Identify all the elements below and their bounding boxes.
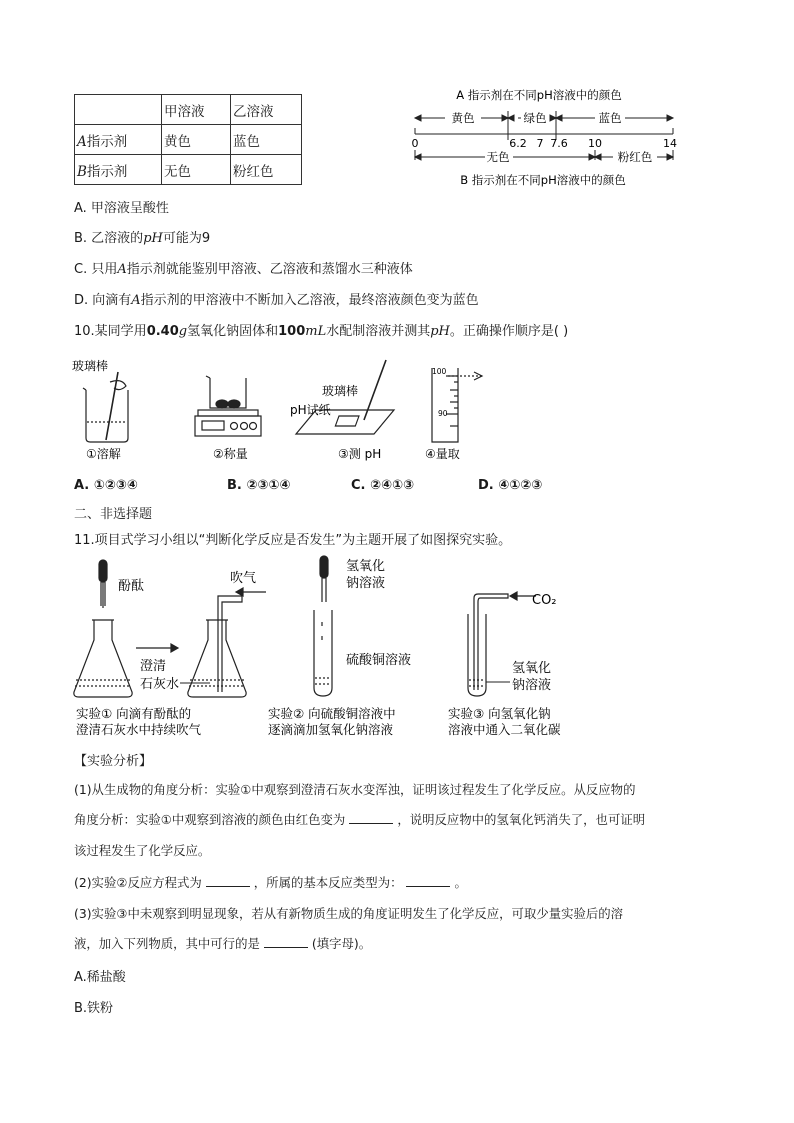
a-band-yellow: 黄色 (451, 111, 475, 125)
text: (填字母)。 (311, 936, 372, 951)
q11-p3-line2 (74, 934, 371, 952)
stem-unit: g (178, 324, 188, 339)
option-text: 指示剂就能鉴别甲溶液、乙溶液和蒸馏水三种液体 (126, 262, 413, 277)
answer-blank[interactable] (264, 936, 308, 948)
q11-p1-line3: 该过程发生了化学反应。 (74, 843, 211, 858)
q11-figure (70, 552, 610, 742)
naoh-label-3: 氢氧化 (512, 661, 552, 676)
ph-tick-label: 6.2 (509, 137, 527, 150)
q11-caption: 逐滴滴加氢氧化钠溶液 (268, 722, 394, 737)
q10-caption: ③测 pH (338, 447, 382, 461)
q9-option-d (74, 289, 479, 308)
q10-caption: ①溶解 (86, 447, 121, 461)
glass-rod-label-1: 玻璃棒 (72, 359, 109, 373)
stem-number: 100 (278, 324, 306, 339)
table-row-label (75, 155, 162, 185)
dropper-icon (99, 560, 107, 608)
q10-stem (74, 320, 568, 339)
q10-caption: ④量取 (425, 447, 460, 461)
ph-scale-title-top: A 指示剂在不同pH溶液中的颜色 (456, 88, 622, 102)
table-header-row (75, 95, 302, 125)
option-text: C. 只用 (74, 262, 118, 277)
q11-p3-line1: (3)实验③中未观察到明显现象，若从有新物质生成的角度证明发生了化学反应，可取少量实验后的溶 (74, 906, 624, 921)
ph-tick-label: 0 (411, 137, 419, 150)
option-text: 可能为9 (162, 231, 211, 246)
stem-text: 氢氧化钠固体和 (187, 324, 279, 339)
q11-stem: 11.项目式学习小组以“判断化学反应是否发生”为主题开展了如图探究实验。 (74, 533, 512, 548)
stem-text: 10.某同学用 (74, 324, 147, 339)
a-band-green: 绿色 (523, 111, 547, 125)
graduated-cylinder-icon (432, 368, 482, 442)
analysis-title: 【实验分析】 (74, 754, 153, 769)
b-band-pink: 粉红色 (617, 150, 653, 164)
q11-p2 (74, 873, 467, 891)
option-var: pH (143, 231, 163, 246)
table-cell: 粉红色 (231, 155, 302, 185)
limewater-label-2: 石灰水 (140, 677, 180, 692)
q11-p1-line1: (1)从生成物的角度分析：实验①中观察到澄清石灰水变浑浊，证明该过程发生了化学反应。从反应物的 (74, 782, 636, 797)
ph-scale-title-bottom: B 指示剂在不同pH溶液中的颜色 (460, 173, 626, 187)
conical-flask-blow-icon (188, 596, 246, 697)
text: (2)实验②反应方程式为 (74, 875, 202, 890)
text: 。 (454, 875, 467, 890)
row-label-var: A (77, 133, 87, 150)
b-band-colorless: 无色 (486, 150, 510, 164)
option-var: A (131, 293, 141, 308)
ph-tick-label: 7 (536, 137, 544, 150)
answer-blank[interactable] (406, 875, 450, 887)
q11-caption: 溶液中通入二氧化碳 (448, 722, 561, 737)
ph-scale-diagram (405, 84, 695, 192)
ph-tick-label: 7.6 (550, 137, 568, 150)
q10-figure (70, 350, 490, 468)
table-header-cell (75, 95, 162, 125)
cylinder-mark-90: 90 (438, 409, 448, 418)
section-heading: 二、非选择题 (74, 507, 153, 522)
option-text: B. 乙溶液的 (74, 231, 144, 246)
stem-unit: mL (305, 324, 327, 339)
glass-rod-label-2: 玻璃棒 (322, 384, 359, 398)
q9-option-a: A. 甲溶液呈酸性 (74, 201, 169, 216)
limewater-label-1: 澄清 (140, 659, 167, 674)
answer-blank[interactable] (206, 875, 250, 887)
beaker-dissolve-icon (83, 372, 128, 442)
text: 角度分析：实验①中观察到溶液的颜色由红色变为 (74, 812, 346, 827)
co2-label: CO₂ (532, 593, 557, 608)
option-text: D. 向滴有 (74, 293, 132, 308)
row-label-text: 指示剂 (86, 133, 128, 150)
q9-option-c (74, 258, 413, 277)
q10-option-d: D. ④①②③ (478, 478, 543, 493)
table-row (75, 155, 302, 185)
row-label-text: 指示剂 (86, 163, 128, 180)
test-tube-icon (314, 610, 332, 696)
naoh-label-1: 氢氧化 (346, 559, 386, 574)
stem-text: 。正确操作顺序是( ) (449, 324, 569, 339)
blow-label: 吹气 (230, 571, 257, 586)
text: 液，加入下列物质，其中可行的是 (74, 936, 260, 951)
table-row-label (75, 125, 162, 155)
naoh-label-4: 钠溶液 (512, 678, 552, 693)
ph-tick-label: 14 (663, 137, 677, 150)
option-text: 指示剂的甲溶液中不断加入乙溶液，最终溶液颜色变为蓝色 (140, 293, 479, 308)
text: ，说明反应物中的氢氧化钙消失了，也可证明 (397, 812, 646, 827)
a-band-blue: 蓝色 (598, 111, 622, 125)
q11-choice-a: A.稀盐酸 (74, 970, 126, 985)
stem-text: 水配制溶液并测其 (326, 324, 431, 339)
table-row (75, 125, 302, 155)
q11-caption: 实验③ 向氢氧化钠 (448, 706, 551, 721)
q11-caption: 实验② 向硫酸铜溶液中 (268, 706, 396, 721)
cuso4-label: 硫酸铜溶液 (346, 653, 412, 668)
arrow-left-icon (236, 588, 266, 596)
ph-paper-label: pH试纸 (290, 403, 331, 417)
stem-var: pH (430, 324, 450, 339)
row-label-var: B (77, 163, 87, 180)
q10-caption: ②称量 (213, 447, 248, 461)
conical-flask-icon (74, 620, 132, 697)
table-cell: 黄色 (162, 125, 231, 155)
arrow-right-icon (136, 644, 178, 652)
naoh-label-2: 钠溶液 (346, 576, 386, 591)
table-cell: 蓝色 (231, 125, 302, 155)
q11-p1-line2 (74, 810, 645, 828)
q11-choice-b: B.铁粉 (74, 1001, 114, 1016)
indicator-table (74, 94, 302, 185)
q9-option-b (74, 227, 210, 246)
option-var: A (117, 262, 127, 277)
phenolphthalein-label: 酚酞 (118, 579, 145, 594)
answer-blank[interactable] (349, 812, 393, 824)
table-header-cell: 乙溶液 (231, 95, 302, 125)
table-header-cell: 甲溶液 (162, 95, 231, 125)
q10-option-c: C. ②④①③ (351, 478, 415, 493)
cylinder-mark-100: 100 (432, 367, 447, 376)
dropper-icon (320, 556, 328, 602)
table-cell: 无色 (162, 155, 231, 185)
test-tube-co2-icon (468, 594, 508, 696)
q11-caption: 实验① 向滴有酚酞的 (76, 706, 192, 721)
ph-tick-label: 10 (588, 137, 602, 150)
balance-icon (195, 376, 261, 436)
stem-number: 0.40 (146, 324, 179, 339)
q11-caption: 澄清石灰水中持续吹气 (76, 722, 202, 737)
text: ，所属的基本反应类型为： (253, 875, 403, 890)
q10-option-b: B. ②③①④ (227, 478, 291, 493)
q10-option-a: A. ①②③④ (74, 478, 138, 493)
